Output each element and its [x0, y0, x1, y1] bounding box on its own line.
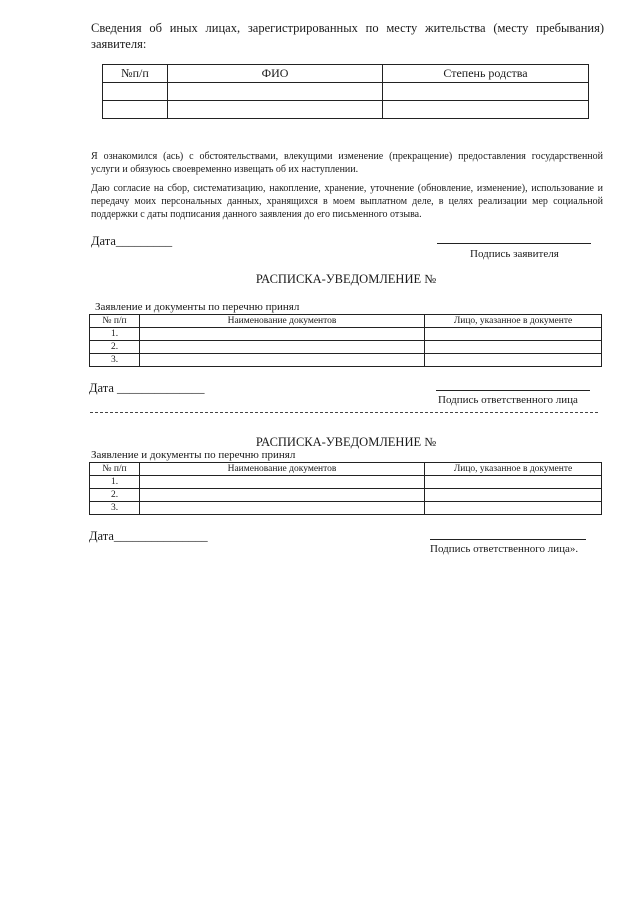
signature-line[interactable]: [436, 390, 590, 391]
col-person: Лицо, указанное в документе: [425, 463, 602, 476]
row-number: 3.: [90, 502, 140, 515]
table-header-row: [90, 463, 602, 476]
table-cell[interactable]: [425, 354, 602, 367]
table-cell[interactable]: [425, 341, 602, 354]
date-field[interactable]: Дата_______________: [89, 529, 208, 543]
table-cell[interactable]: [383, 83, 589, 101]
documents-table: [89, 462, 602, 515]
accepted-label: Заявление и документы по перечню принял: [95, 301, 300, 313]
col-fio: ФИО: [168, 65, 383, 83]
table-cell[interactable]: [383, 101, 589, 119]
col-number: № п/п: [90, 315, 140, 328]
col-document-name: Наименование документов: [140, 315, 425, 328]
row-number: 2.: [90, 489, 140, 502]
date-field[interactable]: Дата ______________: [89, 381, 205, 395]
row-number: 3.: [90, 354, 140, 367]
table-cell[interactable]: [425, 489, 602, 502]
responsible-signature-label: Подпись ответственного лица: [438, 394, 578, 406]
row-number: 1.: [90, 476, 140, 489]
row-number: 2.: [90, 341, 140, 354]
table-cell[interactable]: [168, 101, 383, 119]
table-row: [103, 101, 589, 119]
table-cell[interactable]: [168, 83, 383, 101]
table-row: [90, 476, 602, 489]
table-cell[interactable]: [425, 502, 602, 515]
col-document-name: Наименование документов: [140, 463, 425, 476]
col-relation: Степень родства: [383, 65, 589, 83]
table-row: [103, 83, 589, 101]
table-row: [90, 502, 602, 515]
responsible-signature-label: Подпись ответственного лица».: [430, 543, 579, 555]
table-cell[interactable]: [103, 83, 168, 101]
table-cell[interactable]: [140, 354, 425, 367]
intro-text: Сведения об иных лицах, зарегистрированных по месту жительства (месту пребывания) заявителя:: [91, 21, 604, 51]
table-row: [90, 354, 602, 367]
table-cell[interactable]: [140, 328, 425, 341]
table-cell[interactable]: [425, 328, 602, 341]
table-cell[interactable]: [425, 476, 602, 489]
signature-line[interactable]: [437, 243, 591, 244]
consent-text: Даю согласие на сбор, систематизацию, накопление, хранение, уточнение (обновление, изменение), использование и передачу моих персональных данных, хранящихся в моем выплатном деле, в целях реализации мер социальной поддержки с даты подписания данного заявления до его письменного отзыва.: [91, 183, 603, 220]
table-row: [90, 489, 602, 502]
accepted-label: Заявление и документы по перечню принял: [91, 449, 296, 461]
table-cell[interactable]: [140, 476, 425, 489]
receipt-title: РАСПИСКА-УВЕДОМЛЕНИЕ №: [255, 272, 437, 286]
table-header-row: [103, 65, 589, 83]
date-field[interactable]: Дата_________: [91, 234, 173, 248]
table-row: [90, 328, 602, 341]
acknowledgement-text: Я ознакомился (ась) с обстоятельствами, влекущими изменение (прекращение) предоставления государственной услуги и обязуюсь своевременно извещать об их наступлении.: [91, 151, 603, 175]
col-number: №п/п: [103, 65, 168, 83]
applicant-signature-label: Подпись заявителя: [470, 248, 559, 260]
col-number: № п/п: [90, 463, 140, 476]
documents-table: [89, 314, 602, 367]
signature-line[interactable]: [430, 539, 586, 540]
table-row: [90, 341, 602, 354]
row-number: 1.: [90, 328, 140, 341]
cut-line: [90, 412, 598, 413]
receipt-title: РАСПИСКА-УВЕДОМЛЕНИЕ №: [255, 435, 437, 449]
table-cell[interactable]: [140, 489, 425, 502]
table-header-row: [90, 315, 602, 328]
persons-table: [102, 64, 589, 119]
col-person: Лицо, указанное в документе: [425, 315, 602, 328]
table-cell[interactable]: [140, 341, 425, 354]
table-cell[interactable]: [140, 502, 425, 515]
table-cell[interactable]: [103, 101, 168, 119]
